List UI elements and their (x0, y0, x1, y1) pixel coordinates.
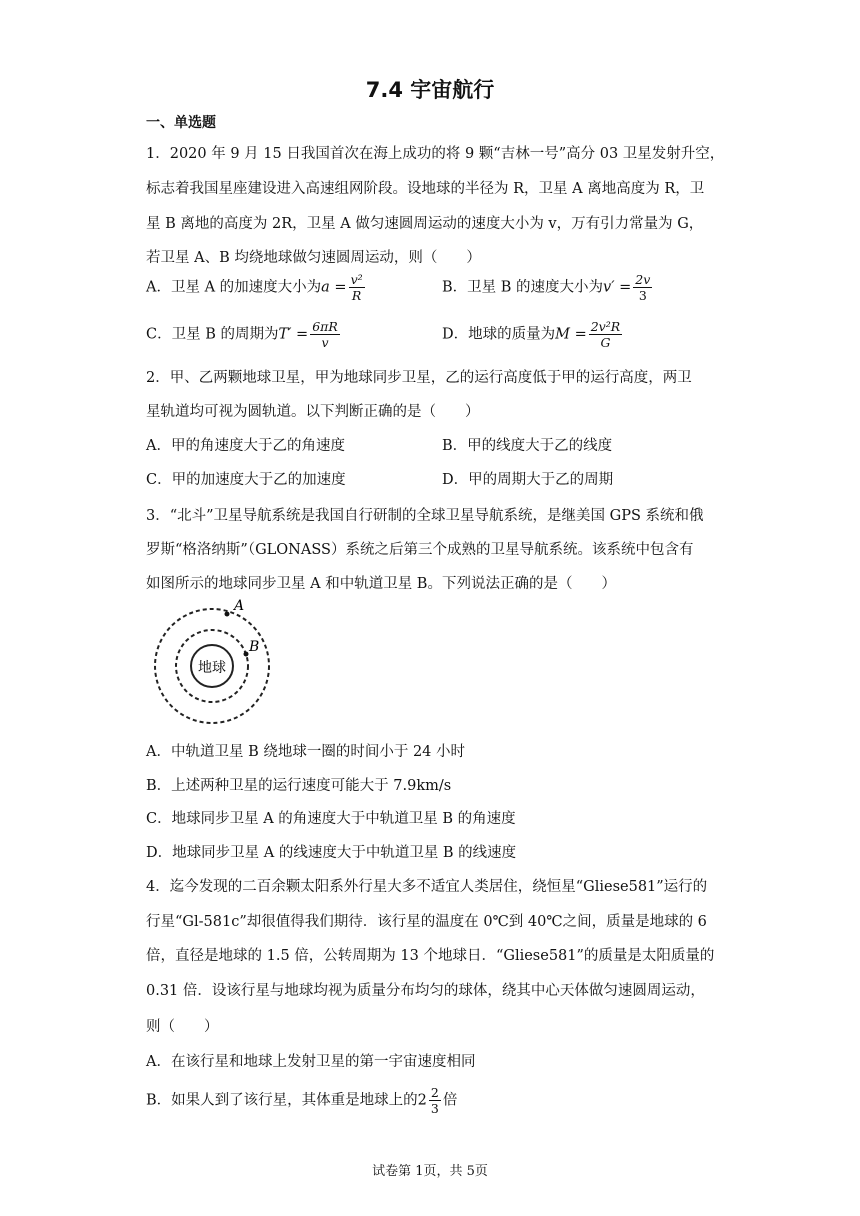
q4-option-b: B．如果人到了该行星，其体重是地球上的2 $\frac{2}{3}$ 倍 (146, 1085, 458, 1116)
q4-line-3: 倍，直径是地球的 1.5 倍，公转周期为 13 个地球日．“Gliese581”的质量是太阳质量的 (146, 948, 715, 964)
satellite-b-dot (244, 652, 249, 657)
q1-line-4: 若卫星 A、B 均绕地球做匀速圆周运动，则（ ） (146, 250, 481, 266)
q1-line-2: 标志着我国星座建设进入高速组网阶段。设地球的半径为 R，卫星 A 离地高度为 R，卫 (146, 181, 705, 197)
q2-option-b: B．甲的线度大于乙的线度 (442, 438, 613, 454)
q1-option-c: C．卫星 B 的周期为T′ = $\frac{6\pi R}{v}$ (146, 319, 338, 350)
q2-option-a: A．甲的角速度大于乙的角速度 (146, 438, 345, 454)
earth-label: 地球 (198, 660, 226, 676)
q2-line-1: 2．甲、乙两颗地球卫星，甲为地球同步卫星，乙的运行高度低于甲的运行高度，两卫 (146, 370, 692, 386)
section-heading: 一、单选题 (146, 115, 216, 131)
q4-line-5: 则（ ） (146, 1019, 219, 1035)
q4-line-4: 0.31 倍．设该行星与地球均视为质量分布均匀的球体，绕其中心天体做匀速圆周运动， (146, 983, 705, 999)
q1-option-b: B．卫星 B 的速度大小为v′ = $\frac{2v}{3}$ (442, 272, 651, 303)
satellite-b-label: B (249, 639, 260, 655)
q4-option-a: A．在该行星和地球上发射卫星的第一宇宙速度相同 (146, 1054, 476, 1070)
satellite-a-label: A (234, 598, 245, 614)
q4-line-2: 行星“Gl-581c”却很值得我们期待．该行星的温度在 0℃到 40℃之间，质量是地球的 6 (146, 914, 707, 930)
q3-line-3: 如图所示的地球同步卫星 A 和中轨道卫星 B。下列说法正确的是（ ） (146, 576, 616, 592)
q1-option-d: D．地球的质量为M = $\frac{\text{2v²R}}{G}$ (442, 319, 621, 350)
page-title: 7.4 宇宙航行 (365, 78, 495, 102)
q1-option-d-fraction: $\frac{\text{2v²R}}{G}$ (590, 319, 621, 350)
orbit-diagram (148, 596, 278, 726)
q3-option-b: B．上述两种卫星的运行速度可能大于 7.9km/s (146, 778, 452, 794)
q3-option-a: A．中轨道卫星 B 绕地球一圈的时间小于 24 小时 (146, 744, 466, 760)
q1-line-1: 1．2020 年 9 月 15 日我国首次在海上成功的将 9 颗“吉林一号”高分 03 卫星发射升空， (146, 146, 725, 162)
satellite-a-dot (225, 612, 230, 617)
q2-option-c: C．甲的加速度大于乙的加速度 (146, 472, 346, 488)
q1-option-a-fraction: $\frac{\text{v²}}{R}$ (350, 272, 363, 303)
q4-option-b-fraction: $\frac{2}{3}$ (430, 1085, 439, 1116)
q2-option-d: D．甲的周期大于乙的周期 (442, 472, 614, 488)
q3-line-2: 罗斯“格洛纳斯”（GLONASS）系统之后第三个成熟的卫星导航系统。该系统中包含有 (146, 542, 694, 558)
q4-line-1: 4．迄今发现的二百余颗太阳系外行星大多不适宜人类居住，绕恒星“Gliese581”运行的 (146, 879, 708, 895)
q3-line-1: 3．“北斗”卫星导航系统是我国自行研制的全球卫星导航系统，是继美国 GPS 系统和俄 (146, 508, 704, 524)
page-footer: 试卷第 1页，共 5页 (372, 1164, 488, 1179)
q2-line-2: 星轨道均可视为圆轨道。以下判断正确的是（ ） (146, 404, 480, 420)
q3-option-c: C．地球同步卫星 A 的角速度大于中轨道卫星 B 的角速度 (146, 811, 516, 827)
q1-option-a: A．卫星 A 的加速度大小为a = $\frac{\text{v²}}{R}$ (146, 272, 363, 303)
q1-option-c-fraction: $\frac{6\pi R}{v}$ (312, 319, 338, 350)
q3-option-d: D．地球同步卫星 A 的线速度大于中轨道卫星 B 的线速度 (146, 845, 517, 861)
q1-option-b-fraction: $\frac{2v}{3}$ (635, 272, 651, 303)
q1-line-3: 星 B 离地的高度为 2R，卫星 A 做匀速圆周运动的速度大小为 v，万有引力常量为 G， (146, 216, 704, 232)
